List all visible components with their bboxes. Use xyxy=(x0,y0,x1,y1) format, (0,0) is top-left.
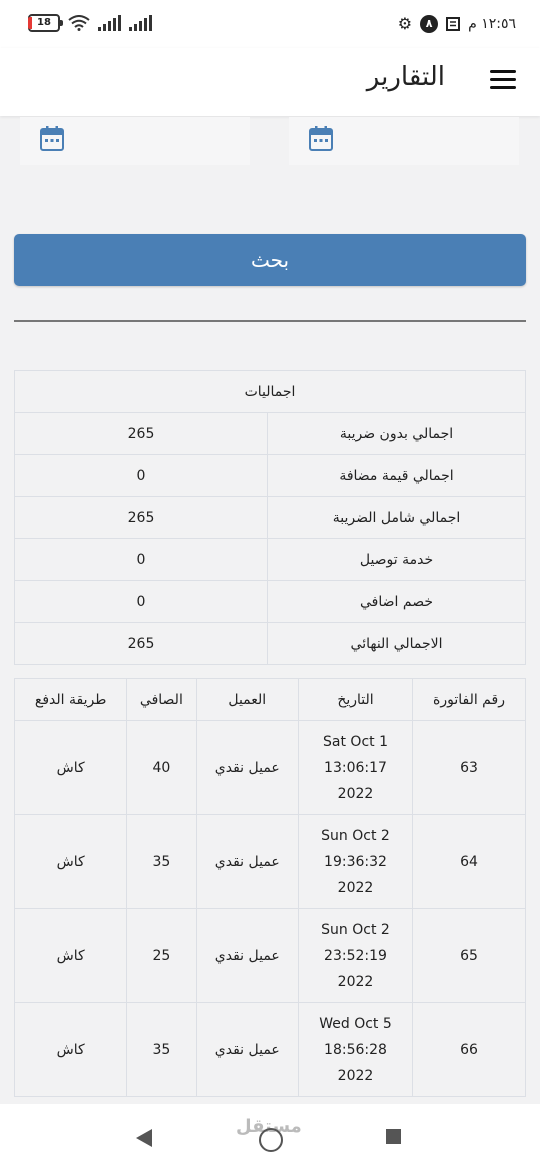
net-cell: 35 xyxy=(127,1003,196,1097)
net-cell: 35 xyxy=(127,815,196,909)
date-cell xyxy=(299,1003,413,1097)
date-line: Sat Oct 1 xyxy=(323,733,388,750)
invoices-table xyxy=(14,678,526,1097)
totals-label: الاجمالي النهائي xyxy=(268,623,526,665)
time-line: 18:56:28 xyxy=(324,1041,387,1058)
table-row[interactable] xyxy=(15,815,526,909)
app-bar xyxy=(0,48,540,116)
totals-label: اجمالي قيمة مضافة xyxy=(268,455,526,497)
battery-level: 18 xyxy=(37,17,51,28)
totals-row xyxy=(15,623,526,665)
totals-row xyxy=(15,497,526,539)
customer-cell: عميل نقدي xyxy=(196,815,299,909)
totals-label: خصم اضافي xyxy=(268,581,526,623)
invoice-number-cell: 66 xyxy=(412,1003,525,1097)
totals-table xyxy=(14,370,526,665)
payment-cell: كاش xyxy=(15,721,127,815)
date-cell xyxy=(299,909,413,1003)
date-cell xyxy=(299,815,413,909)
column-header-number: رقم الفاتورة xyxy=(412,679,525,721)
time-line: 23:52:19 xyxy=(324,947,387,964)
year-line: 2022 xyxy=(337,973,374,990)
number-badge-icon: ٨ xyxy=(420,15,438,33)
payment-cell: كاش xyxy=(15,1003,127,1097)
column-header-customer: العميل xyxy=(196,679,299,721)
clock: ١٢:٥٦ م xyxy=(468,15,516,32)
totals-row xyxy=(15,581,526,623)
net-cell: 25 xyxy=(127,909,196,1003)
page-title: التقارير xyxy=(366,62,445,92)
watermark: مستقل xyxy=(236,1116,302,1137)
totals-label: اجمالي شامل الضريبة xyxy=(268,497,526,539)
customer-cell: عميل نقدي xyxy=(196,909,299,1003)
invoices-header-row xyxy=(15,679,526,721)
date-cell xyxy=(299,721,413,815)
date-line: Wed Oct 5 xyxy=(319,1015,392,1032)
totals-heading: اجماليات xyxy=(15,371,526,413)
payment-cell: كاش xyxy=(15,909,127,1003)
invoice-number-cell: 65 xyxy=(412,909,525,1003)
column-header-payment: طريقة الدفع xyxy=(15,679,127,721)
year-line: 2022 xyxy=(337,879,374,896)
calendar-icon[interactable] xyxy=(309,125,333,151)
calendar-icon[interactable] xyxy=(40,125,64,151)
year-line: 2022 xyxy=(337,785,374,802)
wifi-icon xyxy=(68,15,90,31)
invoice-number-cell: 64 xyxy=(412,815,525,909)
notification-icon xyxy=(446,17,460,31)
totals-row xyxy=(15,539,526,581)
totals-label: اجمالي بدون ضريبة xyxy=(268,413,526,455)
totals-row xyxy=(15,455,526,497)
time-line: 19:36:32 xyxy=(324,853,387,870)
battery-icon xyxy=(28,14,60,32)
search-button[interactable]: بحث xyxy=(14,234,526,286)
totals-row xyxy=(15,413,526,455)
back-icon[interactable] xyxy=(136,1129,152,1147)
time-line: 13:06:17 xyxy=(324,759,387,776)
date-from-field[interactable] xyxy=(289,117,519,165)
menu-icon[interactable] xyxy=(490,70,516,90)
totals-value: 0 xyxy=(15,539,268,581)
system-nav-bar xyxy=(0,1104,540,1170)
signal-icon xyxy=(98,15,121,31)
payment-cell: كاش xyxy=(15,815,127,909)
status-bar xyxy=(0,0,540,48)
table-row[interactable] xyxy=(15,721,526,815)
recent-apps-icon[interactable] xyxy=(386,1129,401,1144)
totals-value: 0 xyxy=(15,581,268,623)
column-header-date: التاريخ xyxy=(299,679,413,721)
totals-value: 265 xyxy=(15,623,268,665)
net-cell: 40 xyxy=(127,721,196,815)
divider xyxy=(14,320,526,322)
totals-label: خدمة توصيل xyxy=(268,539,526,581)
date-line: Sun Oct 2 xyxy=(321,921,390,938)
totals-value: 265 xyxy=(15,497,268,539)
home-icon[interactable] xyxy=(259,1128,283,1152)
invoice-number-cell: 63 xyxy=(412,721,525,815)
customer-cell: عميل نقدي xyxy=(196,721,299,815)
table-row[interactable] xyxy=(15,1003,526,1097)
signal-icon-2 xyxy=(129,15,152,31)
table-row[interactable] xyxy=(15,909,526,1003)
totals-value: 265 xyxy=(15,413,268,455)
year-line: 2022 xyxy=(337,1067,374,1084)
settings-gear-icon: ⚙ xyxy=(397,14,413,33)
date-line: Sun Oct 2 xyxy=(321,827,390,844)
date-to-field[interactable] xyxy=(20,117,250,165)
column-header-net: الصافي xyxy=(127,679,196,721)
totals-value: 0 xyxy=(15,455,268,497)
customer-cell: عميل نقدي xyxy=(196,1003,299,1097)
